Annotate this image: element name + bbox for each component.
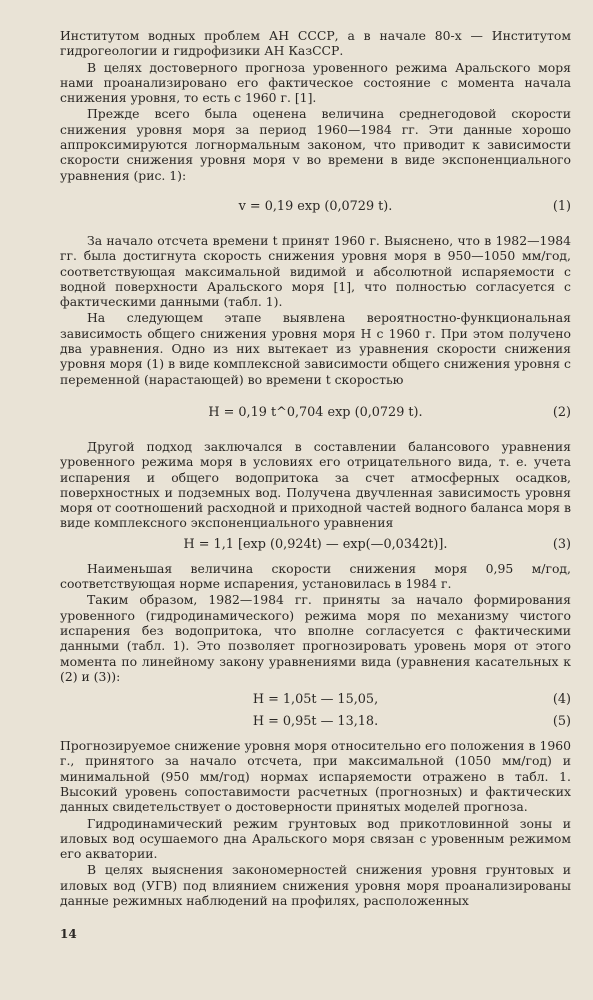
equation-5-number: (5) (552, 714, 571, 730)
equation-4 (60, 692, 571, 708)
equation-3 (60, 537, 571, 553)
equation-4-number: (4) (552, 692, 571, 708)
paragraph-6: Другой подход заключался в составлении балансового уравнения уровенного режима моря в условиях его отрицательного вида, т. е. учета испарения и общего водопритока за счет атмосферных осадков, поверхностных и подземных вод. Получена двучленная зависимость уровня моря от соотношений расходной и приходной частей водного баланса моря в виде комплексного экспоненциального уравнения (60, 438, 571, 531)
paragraph-10: Гидродинамический режим грунтовых вод прикотловинной зоны и иловых вод осушаемого дна Аральского моря связан с уровенным режимом его акватории. (60, 815, 571, 862)
paragraph-11: В целях выяснения закономерностей снижения уровня грунтовых и иловых вод (УГВ) под влиянием снижения уровня моря проанализированы данные режимных наблюдений на профилях, расположенных (60, 862, 571, 909)
equation-1-number: (1) (552, 198, 571, 214)
page-number: 14 (60, 927, 77, 941)
equation-5 (60, 714, 571, 730)
paragraph-5: На следующем этапе выявлена вероятностно-функциональная зависимость общего снижения уровня моря H с 1960 г. При этом получено два уравнения. Одно из них вытекает из уравнения скорости снижения уровня моря (1) в виде комплексной зависимости общего снижения уровня с переменной (нарастающей) во времени t скоростью (60, 310, 571, 387)
paragraph-9: Прогнозируемое снижение уровня моря относительно его положения в 1960 г., принятого за начало отсчета, при максимальной (1050 мм/год) и минимальной (950 мм/год) нормах испаряемости отражено в табл. 1. Высокий уровень сопоставимости расчетных (прогнозных) и фактических данных свидетельствует о достоверности принятых моделей прогноза. (60, 738, 571, 815)
paragraph-3: Прежде всего была оценена величина среднегодовой скорости снижения уровня моря за период 1960—1984 гг. Эти данные хорошо аппроксимируются логнормальным законом, что приводит к зависимости скорости снижения уровня моря v во времени в виде экспоненциального уравнения (рис. 1): (60, 106, 571, 183)
paragraph-7: Наименьшая величина скорости снижения моря 0,95 м/год, соответствующая норме испарения, установилась в 1984 г. (60, 560, 571, 592)
equation-4-formula: H = 1,05t — 15,05, (252, 692, 379, 708)
paragraph-4: За начало отсчета времени t принят 1960 г. Выяснено, что в 1982—1984 гг. была достигнута скорость снижения уровня моря в 950—1050 мм/год, соответствующая максимальной видимой и абсолютной испаряемости с водной поверхности Аральского моря [1], что полностью согласуется с фактическими данными (табл. 1). (60, 232, 571, 310)
equation-3-formula: H = 1,1 [exp (0,924t) — exp(—0,0342t)]. (183, 536, 448, 552)
paragraph-2: В целях достоверного прогноза уровенного режима Аральского моря нами проанализировано его фактическое состояние с момента начала снижения уровня, то есть с 1960 г. [1]. (60, 59, 571, 106)
equation-1-formula: v = 0,19 exp (0,0729 t). (238, 198, 393, 214)
equation-2-number: (2) (552, 404, 571, 420)
paragraph-1: Институтом водных проблем АН СССР, а в начале 80-х — Институтом гидрогеологии и гидрофизики АН КазССР. (60, 28, 571, 59)
equation-2-formula: H = 0,19 t^0,704 exp (0,0729 t). (208, 404, 423, 420)
equation-1 (60, 199, 571, 215)
equation-2 (60, 405, 571, 421)
equation-5-formula: H = 0,95t — 13,18. (252, 714, 379, 730)
paragraph-8: Таким образом, 1982—1984 гг. приняты за начало формирования уровенного (гидродинамического) режима моря по механизму чистого испарения без водопритока, что вполне согласуется с фактическими данными (табл. 1). Это позволяет прогнозировать уровень моря от этого момента по линейному закону уравнениями вида (уравнения касательных к (2) и (3)): (60, 592, 571, 684)
equation-3-number: (3) (552, 536, 571, 552)
